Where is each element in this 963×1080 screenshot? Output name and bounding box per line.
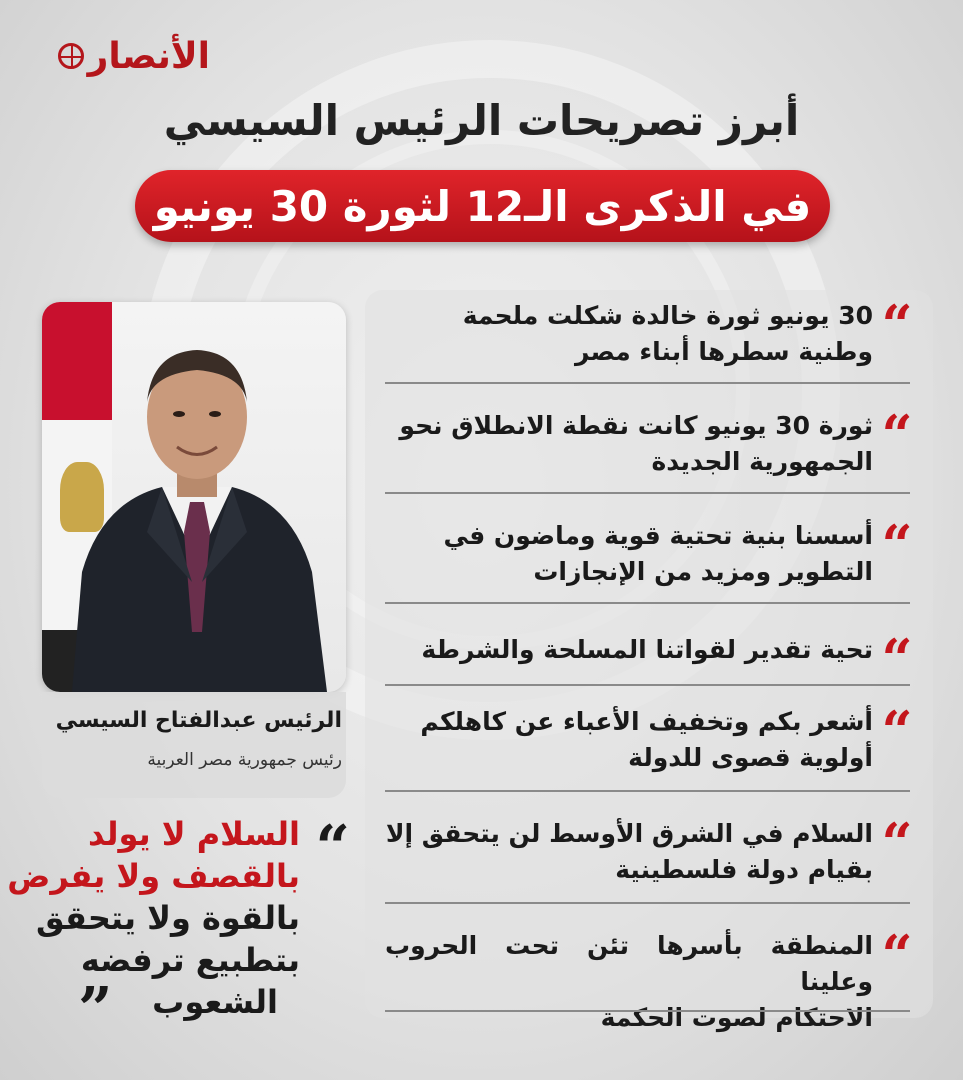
quote-icon: “ [881,518,913,562]
statement-text [385,408,873,480]
portrait-figure [42,302,346,692]
quote-open-icon: “ [315,813,350,883]
statement-item [365,704,933,776]
statement-line: التطوير ومزيد من الإنجازات [533,557,873,586]
statement-text [385,518,873,590]
portrait-photo [42,302,346,692]
brand-logo-text: الأنصار [87,35,210,77]
profile-caption [42,692,346,798]
quote-icon: “ [881,816,913,860]
divider [385,684,910,686]
profile-role: رئيس جمهورية مصر العربية [147,750,342,770]
statement-line: المنطقة بأسرها تئن تحت الحروب وعلينا [385,931,873,996]
statement-line: السلام في الشرق الأوسط لن يتحقق إلا [385,819,873,848]
statement-item [365,518,933,590]
statement-text [385,298,873,370]
statement-text [385,928,873,1036]
divider [385,790,910,792]
statement-line: أشعر بكم وتخفيف الأعباء عن كاهلكم [420,707,873,736]
featured-quote-line: بالقصف ولا يفرض [7,857,300,895]
statements-panel [365,290,933,1032]
statement-text [385,632,873,668]
divider [385,492,910,494]
featured-quote [7,812,350,1045]
quote-icon: “ [881,408,913,452]
page-title: أبرز تصريحات الرئيس السيسي [163,96,800,145]
featured-quote-line: بتطبيع ترفضه [80,941,300,979]
brand-logo [70,30,210,82]
divider [385,602,910,604]
statement-text [385,816,873,888]
statement-item [365,816,933,888]
statement-line: الاحتكام لصوت الحكمة [600,1003,873,1032]
quote-icon: “ [881,928,913,972]
divider [385,1010,910,1012]
statement-line: أسسنا بنية تحتية قوية وماضون في [443,521,873,550]
quote-icon: “ [881,632,913,676]
divider [385,902,910,904]
quote-close-icon: ” [78,975,113,1045]
featured-quote-line: بالقوة ولا يتحقق [35,899,300,937]
divider [385,382,910,384]
page-subtitle-banner [135,170,830,242]
statement-item [365,408,933,480]
quote-icon: “ [881,704,913,748]
statement-line: تحية تقدير لقواتنا المسلحة والشرطة [421,635,873,664]
page-subtitle: في الذكرى الـ12 لثورة 30 يونيو [153,181,812,231]
statement-line: الجمهورية الجديدة [651,447,873,476]
globe-icon [58,43,84,69]
featured-quote-line: الشعوب [152,983,278,1021]
statement-line: بقيام دولة فلسطينية [615,855,873,884]
statement-line: ثورة 30 يونيو كانت نقطة الانطلاق نحو [399,411,873,440]
statement-item [365,928,933,1036]
statement-text [385,704,873,776]
statement-item [365,632,933,676]
statement-line: وطنية سطرها أبناء مصر [575,337,873,366]
statement-line: أولوية قصوى للدولة [628,743,873,772]
statement-item [365,298,933,370]
quote-icon: “ [881,298,913,342]
profile-name: الرئيس عبدالفتاح السيسي [55,708,342,733]
statement-line: 30 يونيو ثورة خالدة شكلت ملحمة [462,301,873,330]
featured-quote-line: السلام لا يولد [88,815,300,853]
